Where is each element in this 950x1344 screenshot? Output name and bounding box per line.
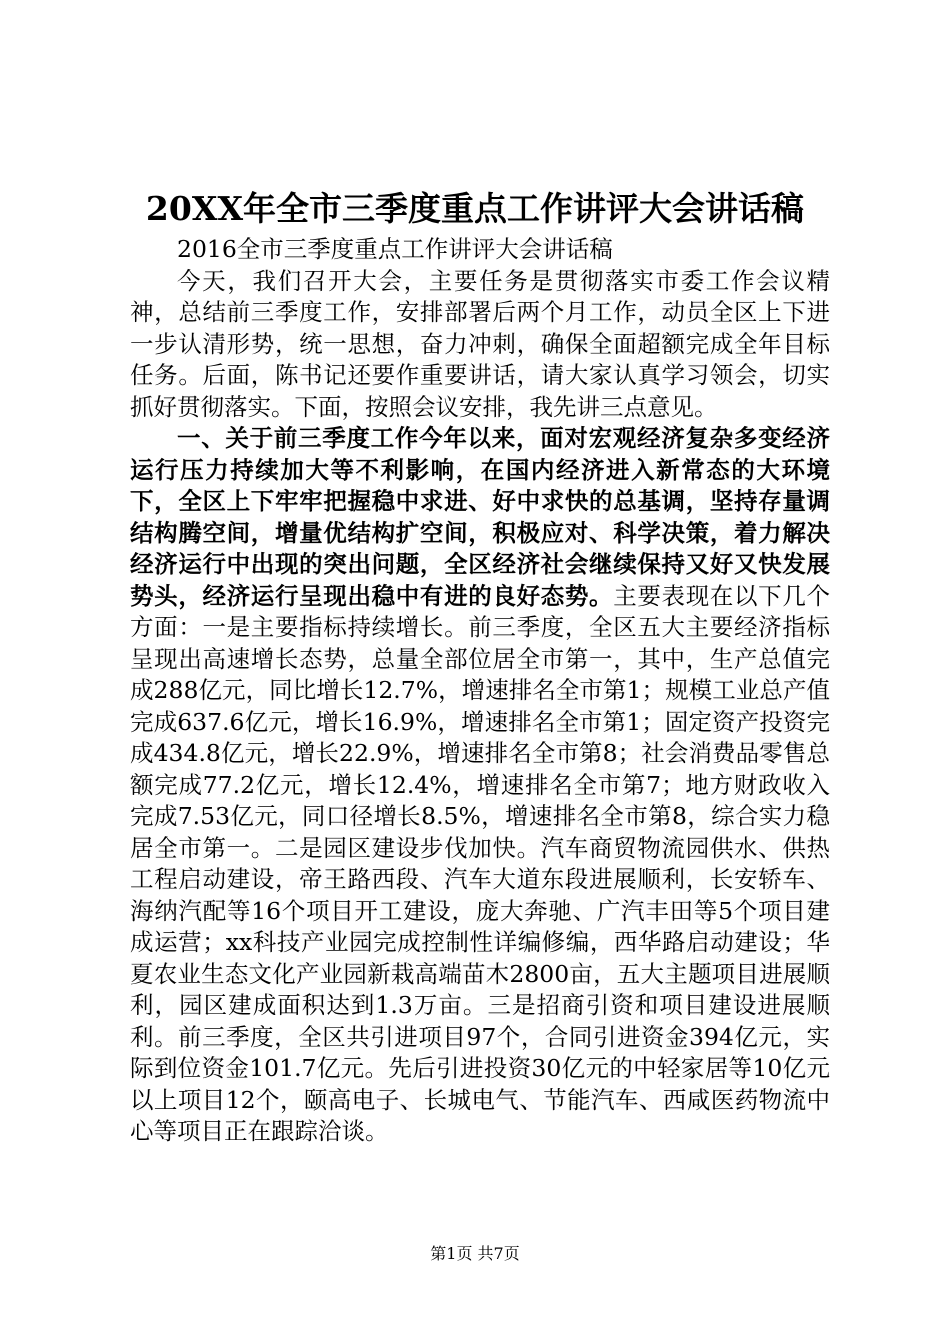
subtitle-text: 2016全市三季度重点工作讲评大会讲话稿: [177, 235, 613, 263]
intro-text: 今天，我们召开大会，主要任务是贯彻落实市委工作会议精神，总结前三季度工作，安排部署后两个月工作，动员全区上下进一步认清形势，统一思想，奋力冲刺，确保全面超额完成全年目标任务。后面，陈书记还要作重要讲话，请大家认真学习领会，切实抓好贯彻落实。下面，按照会议安排，我先讲三点意见。: [130, 266, 830, 421]
section-one-text: 主要表现在以下几个方面：一是主要指标持续增长。前三季度，全区五大主要经济指标呈现出高速增长态势，总量全部位居全市第一，其中，生产总值完成288亿元，同比增长12.7%，增速排名全市第1；规模工业总产值完成637.6亿元，增长16.9%，增速排名全市第1；固定资产投资完成434.8亿元，增长22.9%，增速排名全市第8；社会消费品零售总额完成77.2亿元，增长12.4%，增速排名全市第7；地方财政收入完成7.53亿元，同口径增长8.5%，增速排名全市第8，综合实力稳居全市第一。二是园区建设步伐加快。汽车商贸物流园供水、供热工程启动建设，帝王路西段、汽车大道东段进展顺利，长安轿车、海纳汽配等16个项目开工建设，庞大奔驰、广汽丰田等5个项目建成运营；xx科技产业园完成控制性详编修编，西华路启动建设；华夏农业生态文化产业园新栽高端苗木2800亩，五大主题项目进展顺利，园区建成面积达到1.3万亩。三是招商引资和项目建设进展顺利。前三季度，全区共引进项目97个，合同引进资金394亿元，实际到位资金101.7亿元。先后引进投资30亿元的中轻家居等10亿元以上项目12个，颐高电子、长城电气、节能汽车、西咸医药物流中心等项目正在跟踪洽谈。: [130, 581, 831, 1145]
document-title: 20XX年全市三季度重点工作讲评大会讲话稿: [145, 189, 805, 228]
document-body: [130, 234, 830, 1148]
section-one-heading: 一、关于前三季度工作今年以来，面对宏观经济复杂多变经济运行压力持续加大等不利影响，在国内经济进入新常态的大环境下，全区上下牢牢把握稳中求进、好中求快的总基调，坚持存量调结构腾空间，增量优结构扩空间，积极应对、科学决策，着力解决经济运行中出现的突出问题，全区经济社会继续保持又好又快发展势头，经济运行呈现出稳中有进的良好态势。: [130, 424, 830, 610]
section-one-paragraph: [130, 423, 830, 1148]
intro-paragraph: [130, 266, 830, 424]
page-number-footer: 第1页 共7页: [430, 1244, 520, 1263]
subtitle-paragraph: [130, 234, 830, 266]
